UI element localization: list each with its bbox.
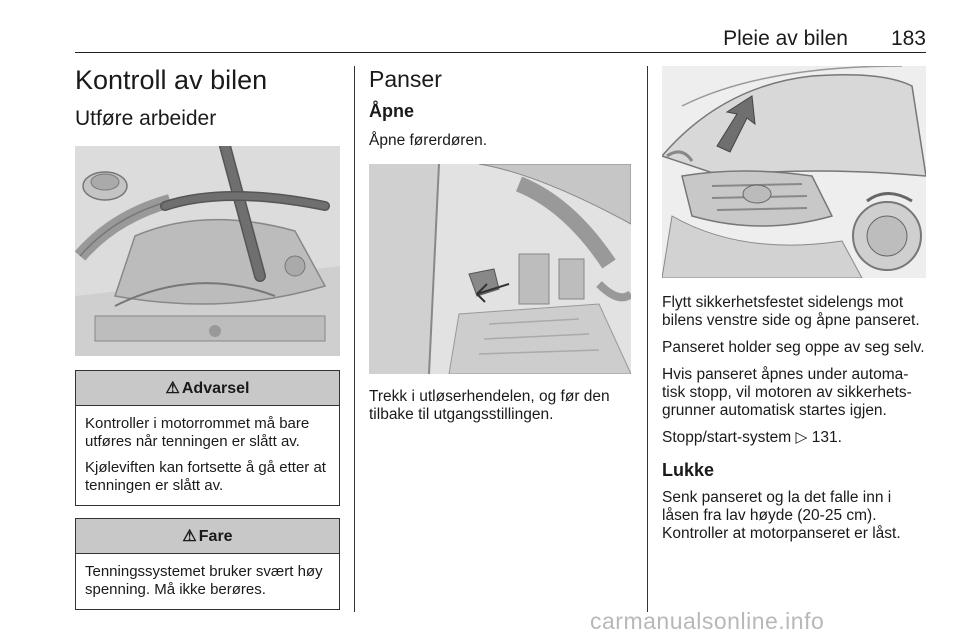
danger-text: Tenningssystemet bruker svært høy spenning. Må ikke berøres. xyxy=(85,563,323,598)
warning-text: Kontroller i motorrommet må bare utføres når tenningen er slått av. xyxy=(85,415,310,450)
body-text: Panseret holder seg oppe av seg selv. xyxy=(662,339,925,356)
running-header xyxy=(75,24,926,53)
column-2 xyxy=(369,60,631,433)
body-text: Åpne førerdøren. xyxy=(369,132,488,149)
reference-page: 131. xyxy=(811,429,842,446)
reference-text: Stopp/start-system xyxy=(662,429,792,446)
body-text: Trekk i utløserhendelen, og før den tilbake til utgangsstillingen. xyxy=(369,388,610,423)
subsection-heading: Lukke xyxy=(662,460,715,480)
watermark: carmanualsonline.info xyxy=(590,608,825,634)
page-title: Kontroll av bilen xyxy=(75,65,268,95)
warning-text: Kjøleviften kan fortsette å gå etter at tenningen er slått av. xyxy=(85,459,326,494)
body-text: Hvis panseret åpnes under automa-tisk stopp, vil motoren av sikkerhets-grunner automatisk startes igjen. xyxy=(662,366,912,419)
column-3 xyxy=(662,60,926,552)
danger-box xyxy=(75,518,340,610)
page-reference-arrow-icon: ▷ xyxy=(795,429,808,446)
section-heading: Utføre arbeider xyxy=(75,107,217,130)
column-divider xyxy=(647,66,648,612)
section-heading: Panser xyxy=(369,66,442,92)
column-divider xyxy=(354,66,355,612)
column-1 xyxy=(75,60,340,610)
warning-triangle-icon: ⚠ xyxy=(182,528,197,545)
warning-body xyxy=(76,406,339,505)
subsection-heading: Åpne xyxy=(369,101,414,121)
body-text xyxy=(662,429,926,447)
danger-header xyxy=(76,519,339,554)
section-title: Pleie av bilen xyxy=(723,27,848,50)
hood-release-lever-illustration xyxy=(369,164,631,374)
page-number: 183 xyxy=(890,27,926,50)
warning-triangle-icon: ⚠ xyxy=(165,380,180,397)
body-text: Flytt sikkerhetsfestet sidelengs mot bilens venstre side og åpne panseret. xyxy=(662,294,920,329)
warning-label: Advarsel xyxy=(181,380,250,397)
warning-header xyxy=(76,371,339,406)
engine-bay-illustration xyxy=(75,146,340,356)
danger-body xyxy=(76,554,339,609)
hood-latch-illustration xyxy=(662,66,926,278)
danger-label: Fare xyxy=(198,528,233,545)
warning-box xyxy=(75,370,340,506)
body-text: Senk panseret og la det falle inn i låsen fra lav høyde (20-25 cm). Kontroller at motorpanseret er låst. xyxy=(662,489,901,542)
